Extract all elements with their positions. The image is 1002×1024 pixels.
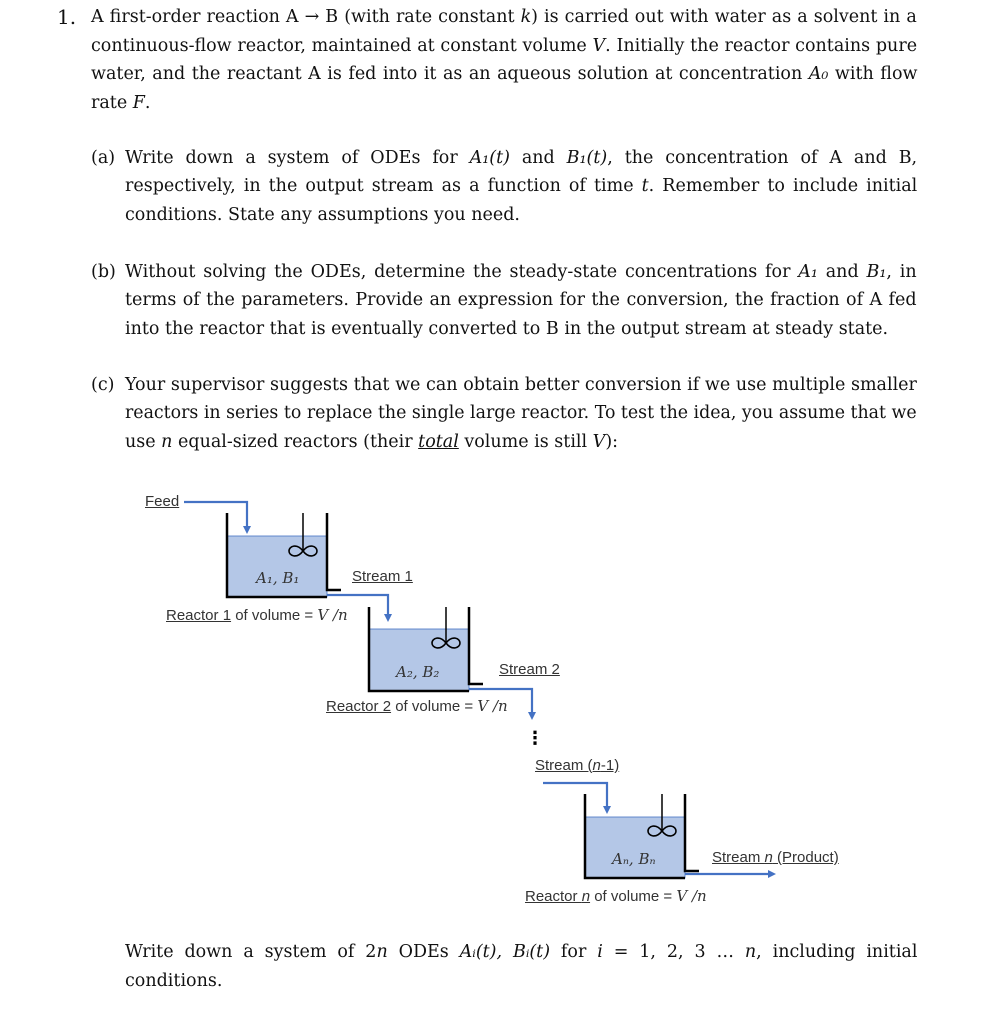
text-segment: . Initially the reactor contains pure	[605, 35, 918, 56]
reactor-2-species: A₂, B₂	[396, 663, 440, 681]
text-segment: Without solving the ODEs, determine the steady-state concentrations for	[125, 262, 799, 282]
text-segment: , in	[886, 262, 917, 282]
text-segment: Write down a system of ODEs for	[125, 148, 470, 168]
text-segment: B₁(t)	[566, 148, 608, 168]
text-segment: respectively, in the output stream as a function of time	[125, 176, 642, 197]
stream-n-1-arrow	[543, 783, 607, 810]
text-segment: equal-sized reactors (their	[172, 431, 419, 452]
text-segment: conditions.	[125, 971, 223, 991]
text-segment: conditions. State any assumptions you need.	[125, 204, 520, 225]
text-segment: and	[817, 262, 867, 282]
text-segment: n	[161, 431, 173, 452]
reactor-n-label: Reactor n of volume = V /n	[525, 887, 707, 905]
text-segment: terms of the parameters. Provide an expression for the conversion, the fraction of A fed	[125, 290, 917, 311]
text-segment: and	[509, 148, 567, 168]
text-segment: n	[744, 942, 757, 962]
text-segment: , including initial	[756, 942, 918, 962]
stream-n-1-label: Stream (n-1)	[535, 757, 620, 774]
text-segment: for	[550, 942, 598, 962]
text-segment: ) is carried out with water as a solvent in a	[531, 7, 917, 27]
text-segment: V	[592, 431, 606, 452]
text-segment: into the reactor that is eventually converted to B in the output stream at steady state.	[125, 318, 889, 339]
text-segment: t	[641, 176, 649, 197]
text-segment: continuous-flow reactor, maintained at constant volume	[91, 35, 593, 56]
text-segment: A first-order reaction A → B (with rate constant	[91, 7, 521, 27]
feed-arrow	[184, 502, 247, 530]
feed-label: Feed	[145, 493, 180, 510]
stream-2-label: Stream 2	[499, 661, 560, 678]
text-segment: use	[125, 431, 162, 452]
text-segment: A₁	[798, 262, 818, 282]
reactor-2-label: Reactor 2 of volume = V /n	[326, 697, 508, 715]
text-segment: Write down a system of 2	[125, 942, 377, 962]
stream-1-label: Stream 1	[352, 568, 413, 585]
reactor-1-species: A₁, B₁	[256, 569, 300, 587]
text-segment: n	[376, 942, 388, 962]
reactor-n-species: Aₙ, Bₙ	[612, 850, 656, 868]
text-segment: = 1, 2, 3 …	[602, 942, 745, 962]
text-segment: F	[132, 92, 145, 113]
ellipsis: ⋮	[526, 728, 544, 748]
text-segment: i	[597, 942, 603, 962]
reactor-1-label: Reactor 1 of volume = V /n	[166, 606, 348, 624]
text-segment: Aᵢ(t), Bᵢ(t)	[459, 942, 551, 962]
text-segment: k	[520, 7, 532, 27]
text-segment: .	[144, 92, 151, 113]
text-segment: V	[592, 35, 606, 56]
stream-n-label: Stream n (Product)	[712, 849, 839, 866]
text-segment: , the concentration of A and B,	[607, 148, 918, 168]
text-segment: B₁	[866, 262, 887, 282]
text-segment: ODEs	[387, 942, 460, 962]
question-number: 1.	[57, 5, 77, 29]
text-segment: A₀	[808, 64, 829, 84]
part-label: (b)	[91, 262, 116, 282]
text-segment: Your supervisor suggests that we can obtain better conversion if we use multiple smaller	[125, 375, 917, 395]
text-segment: A₁(t)	[469, 148, 510, 168]
part-label: (a)	[91, 148, 116, 168]
text-segment: volume is still	[458, 431, 593, 452]
text-segment: . Remember to include initial	[648, 176, 918, 197]
text-segment: with flow	[828, 64, 918, 84]
text-segment: rate	[91, 92, 133, 113]
part-label: (c)	[91, 375, 115, 395]
text-segment: total	[418, 431, 459, 452]
text-segment: reactors in series to replace the single large reactor. To test the idea, you assume that we	[125, 403, 917, 424]
text-segment: ):	[605, 431, 619, 452]
text-segment: water, and the reactant A is fed into it as an aqueous solution at concentration	[91, 64, 809, 84]
